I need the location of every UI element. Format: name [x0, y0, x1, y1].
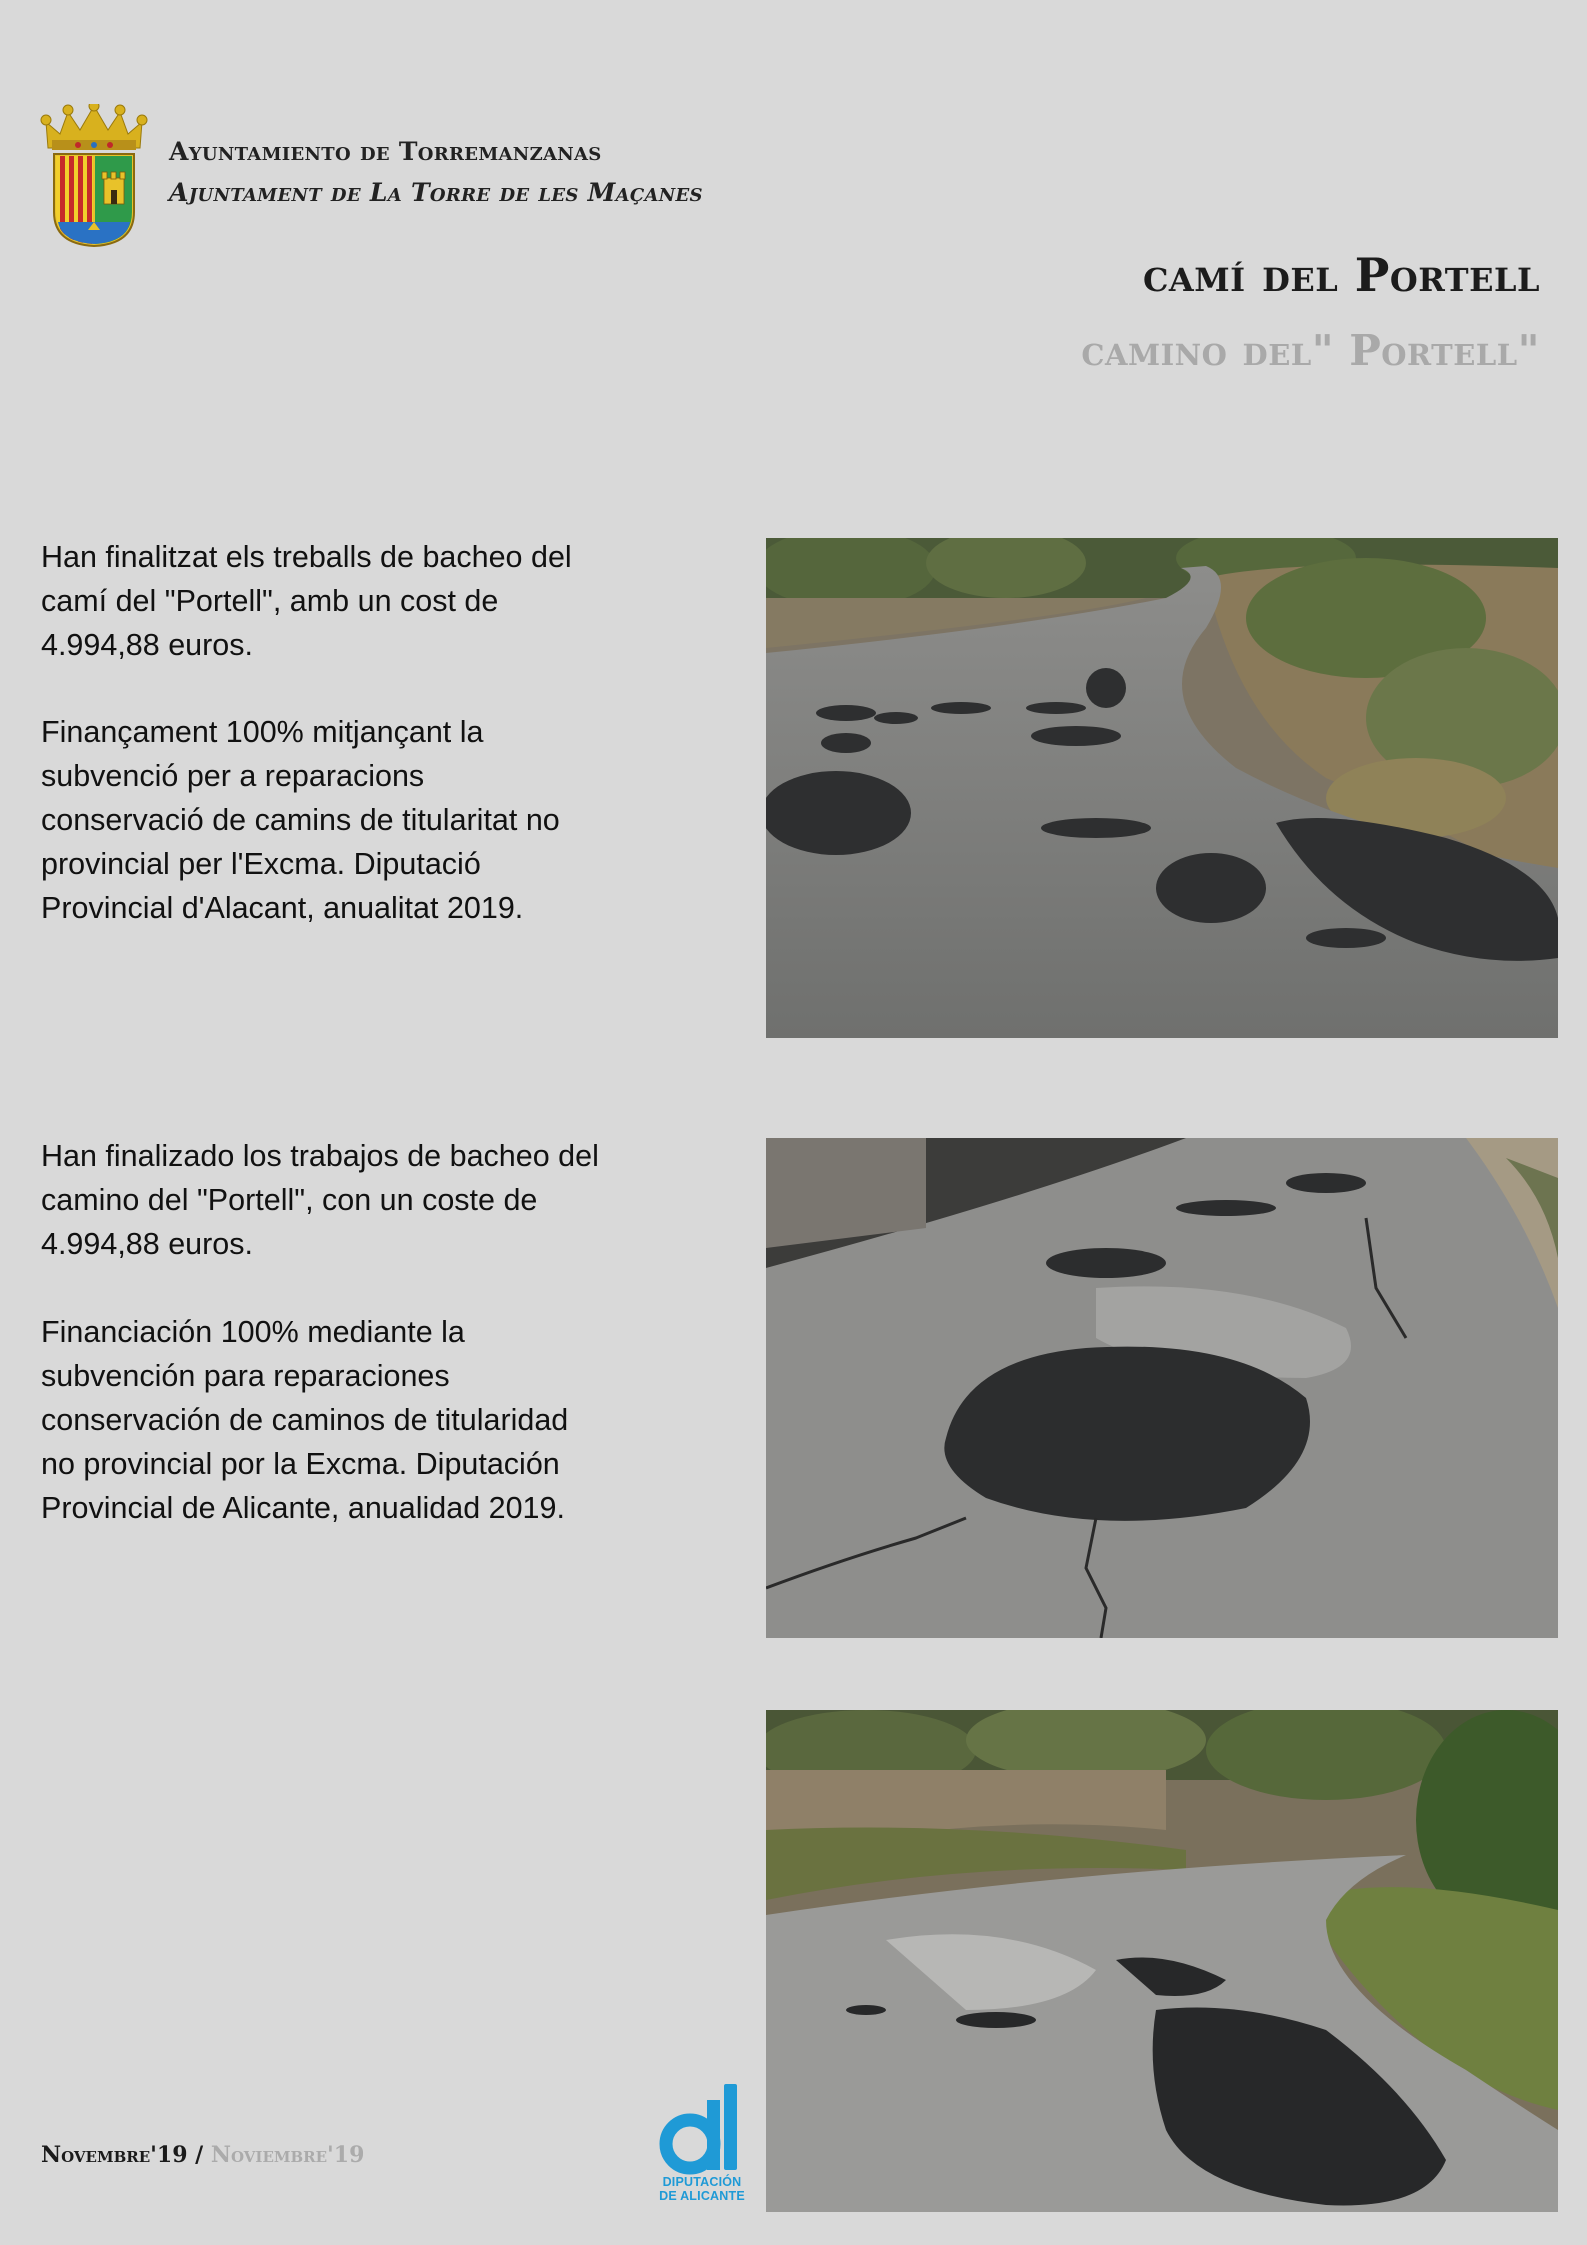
footer-date-es: Noviembre'19 — [210, 2142, 365, 2168]
paragraph-es-intro: Han finalizado los trabajos de bacheo del camino del "Portell", con un coste de 4.994,88 euros. — [41, 1139, 599, 1261]
paragraph-es-funding: Financiación 100% mediante la subvención para reparaciones conservación de caminos de titularidad no provincial por la Excma. Diputación Provincial de Alicante, anualidad 2019. — [41, 1315, 569, 1525]
organization-name-va: Ajuntament de La Torre de les Maçanes — [169, 178, 703, 207]
road-photo-1 — [766, 538, 1558, 1038]
footer-date-separator: / — [187, 2142, 211, 2168]
page-title-es: camino del" Portell" — [1081, 326, 1540, 375]
footer-date-va: Novembre'19 — [41, 2142, 188, 2168]
paragraph-va-intro: Han finalitzat els treballs de bacheo del camí del "Portell", amb un cost de 4.994,88 euros. — [41, 540, 572, 662]
footer-date — [41, 2142, 364, 2168]
diputacion-logo-text — [648, 2175, 756, 2203]
paragraph-va-funding: Finançament 100% mitjançant la subvenció per a reparacions conservació de camins de titularitat no provincial per l'Excma. Diputació Provincial d'Alacant, anualitat 2019. — [41, 715, 560, 925]
diputacion-logo-line1: DIPUTACIÓN — [662, 2175, 742, 2189]
road-photo-3 — [766, 1710, 1558, 2212]
road-photo-2 — [766, 1138, 1558, 1638]
organization-name-es: Ayuntamiento de Torremanzanas — [169, 137, 602, 166]
diputacion-logo-line2: DE ALICANTE — [659, 2189, 745, 2203]
coat-of-arms-icon — [38, 104, 150, 248]
page-title-va: camí del Portell — [1142, 248, 1540, 302]
